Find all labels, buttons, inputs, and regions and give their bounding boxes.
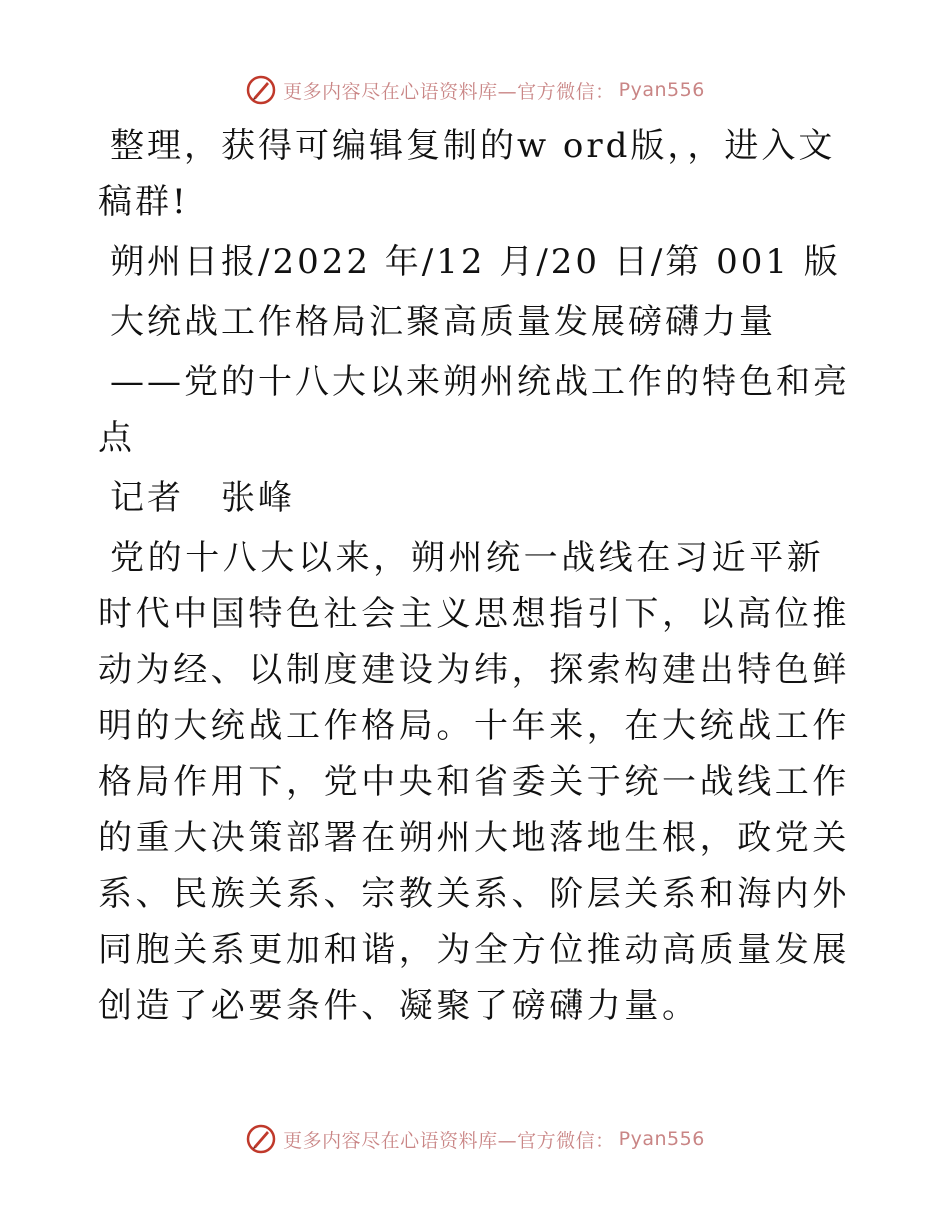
watermark-wechat-id: Pyan556 (618, 79, 705, 101)
body-paragraph: 党的十八大以来，朔州统一战线在习近平新时代中国特色社会主义思想指引下，以高位推动为经、以制度建设为纬，探索构建出特色鲜明的大统战工作格局。十年来，在大统战工作格局作用下，党中央和省委关于统一战线工作的重大决策部署在朔州大地落地生根，政党关系、民族关系、宗教关系、阶层关系和海内外同胞关系更加和谐，为全方位推动高质量发展创造了必要条件、凝聚了磅礴力量。 (98, 538, 850, 1026)
byline: 记者 张峰 (110, 478, 295, 518)
source-line: 朔州日报/2022 年/12 月/20 日/第 001 版 (110, 242, 841, 282)
quill-logo-icon (245, 1123, 277, 1155)
watermark-text: 更多内容尽在心语资料库—官方微信： (283, 80, 615, 103)
quill-logo-icon (245, 74, 277, 106)
article-title: 大统战工作格局汇聚高质量发展磅礴力量 (110, 302, 776, 342)
watermark-wechat-id: Pyan556 (618, 1128, 705, 1150)
article-subtitle: ——党的十八大以来朔州统战工作的特色和亮点 (98, 362, 850, 458)
document-content (98, 118, 858, 1034)
intro-text: 整理，获得可编辑复制的w ord版，，进入文稿群! (98, 126, 836, 222)
header-watermark (0, 70, 950, 110)
watermark-text: 更多内容尽在心语资料库—官方微信： (283, 1129, 615, 1152)
footer-watermark (0, 1119, 950, 1159)
